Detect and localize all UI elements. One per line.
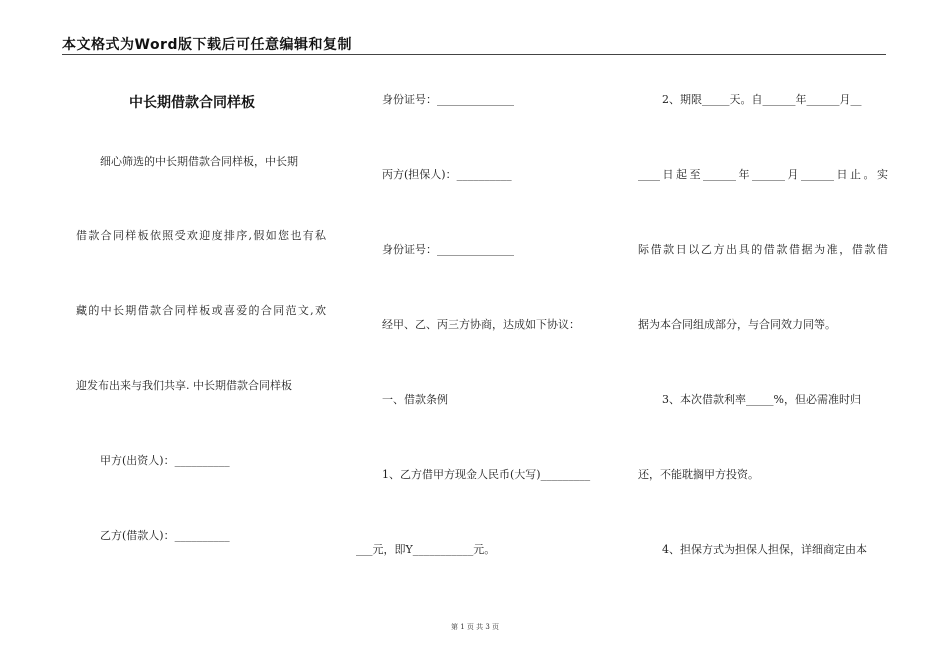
clause-line: ____日起至______年______月______日止。实 bbox=[638, 168, 888, 181]
clause-line: 1、乙方借甲方现金人民币(大写)_________ bbox=[382, 468, 591, 481]
paragraph-line: 借款合同样板依照受欢迎度排序,假如您也有私 bbox=[76, 229, 326, 242]
header-text: 本文格式为Word版下载后可任意编辑和复制 bbox=[62, 37, 352, 53]
document-header bbox=[62, 34, 886, 55]
party-c-line: 丙方(担保人)：__________ bbox=[382, 168, 512, 181]
clause-line: 际借款日以乙方出具的借款借据为准，借款借 bbox=[638, 243, 888, 256]
clause-line: 4、担保方式为担保人担保，详细商定由本 bbox=[662, 543, 867, 556]
paragraph-line: 经甲、乙、丙三方协商，达成如下协议： bbox=[382, 318, 580, 331]
paragraph-line: 迎发布出来与我们共享. 中长期借款合同样板 bbox=[76, 379, 292, 392]
clause-line: 据为本合同组成部分，与合同效力同等。 bbox=[638, 318, 836, 331]
clause-line: 3、本次借款利率_____%，但必需准时归 bbox=[662, 393, 861, 406]
id-number-line: 身份证号：______________ bbox=[382, 93, 514, 106]
paragraph-line: 藏的中长期借款合同样板或喜爱的合同范文,欢 bbox=[76, 304, 326, 317]
paragraph-line: 细心筛选的中长期借款合同样板，中长期 bbox=[100, 155, 298, 168]
id-number-line: 身份证号：______________ bbox=[382, 243, 514, 256]
clause-line: 还，不能耽搁甲方投资。 bbox=[638, 468, 759, 481]
page-number: 第 1 页 共 3 页 bbox=[450, 623, 500, 631]
section-heading: 一、借款条例 bbox=[382, 393, 448, 406]
clause-line: 2、期限_____天。自______年______月__ bbox=[662, 93, 862, 106]
document-title: 中长期借款合同样板 bbox=[129, 95, 255, 111]
party-b-line: 乙方(借款人)：__________ bbox=[100, 529, 230, 542]
clause-line: ___元，即Y___________元。 bbox=[356, 543, 496, 556]
party-a-line: 甲方(出资人)：__________ bbox=[100, 454, 230, 467]
